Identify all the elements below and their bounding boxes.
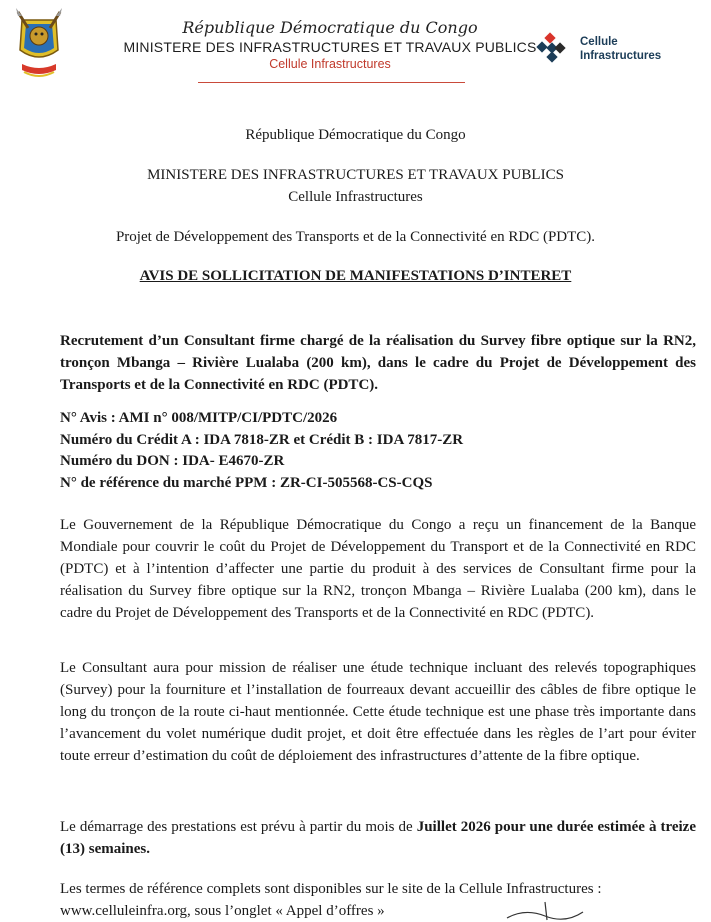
reference-block <box>60 408 463 494</box>
p3-bold: Juillet 2026 pour une durée estimée à treize (13) semaines. <box>60 819 696 857</box>
p3-start: Le démarrage des prestations est prévu à partir du mois de <box>60 819 417 835</box>
heading-ministry: MINISTERE DES INFRASTRUCTURES ET TRAVAUX PUBLICS <box>147 167 564 183</box>
ref-don: Numéro du DON : IDA- E4670-ZR <box>60 453 285 469</box>
letterhead <box>0 0 711 100</box>
body-paragraph-2: Le Consultant aura pour mission de réaliser une étude technique incluant des relevés topographiques (Survey) pour la fourniture et l’installation de fourreaux devant accueillir des câbles de fibre optique le long du tronçon de la route ci-haut mentionnée. Cette étude technique est une phase très importante dans l’avancement du volet numérique dudit projet, et doit être effectuée dans les règles de l’art pour éviter toute erreur d’estimation du coût de déploiement des infrastructures d’attente de la fibre optique. <box>60 660 696 764</box>
cellule-logo-text <box>580 35 661 63</box>
lead-paragraph: Recrutement d’un Consultant firme chargé de la réalisation du Survey fibre optique sur la RN2, tronçon Mbanga – Rivière Lualaba (200 km), dans le cadre du Projet de Développement des Transports et de la Connectivité en RDC (PDTC). <box>60 333 696 393</box>
body-paragraph-1: Le Gouvernement de la République Démocratique du Congo a reçu un financement de la Banque Mondiale pour couvrir le coût du Projet de Développement du Transport et de la Connectivité en RDC (PDTC) et à l’intention d’affecter une partie du produit à des services de Consultant firme pour la réalisation du Survey fibre optique sur la RN2, tronçon Mbanga – Rivière Lualaba (200 km), dans le cadre du Projet de Développement des Transports et de la Connectivité en RDC (PDTC). <box>60 517 696 621</box>
notice-title: AVIS DE SOLLICITATION DE MANIFESTATIONS D’INTERET <box>139 268 572 284</box>
p4-line1: Les termes de référence complets sont disponibles sur le site de la Cellule Infrastructures : <box>60 881 602 897</box>
letterhead-cellule: Cellule Infrastructures <box>269 57 391 71</box>
letterhead-text <box>110 18 550 71</box>
heading-unit: Cellule Infrastructures <box>288 189 423 205</box>
body-paragraph-3 <box>60 816 696 860</box>
body-paragraph-4 <box>60 878 696 922</box>
coat-of-arms-icon <box>14 6 64 84</box>
ref-avis: N° Avis : AMI n° 008/MITP/CI/PDTC/2026 <box>60 410 338 426</box>
signature-icon <box>505 898 585 922</box>
letterhead-underline <box>198 82 465 83</box>
heading-country: République Démocratique du Congo <box>245 127 466 143</box>
terms-link[interactable]: www.celluleinfra.org, sous l’onglet « Appel d’offres » <box>60 903 385 919</box>
ref-marche: N° de référence du marché PPM : ZR-CI-505568-CS-CQS <box>60 474 433 491</box>
letterhead-ministry: MINISTERE DES INFRASTRUCTURES ET TRAVAUX PUBLICS <box>123 39 537 55</box>
ref-credit: Numéro du Crédit A : IDA 7818-ZR et Crédit B : IDA 7817-ZR <box>60 431 464 448</box>
diamond-logo-icon <box>536 32 568 64</box>
logo-line2: Infrastructures <box>580 50 662 62</box>
logo-line1: Cellule <box>580 36 618 48</box>
letterhead-script-title: République Démocratique du Congo <box>182 18 478 37</box>
heading-project: Projet de Développement des Transports et de la Connectivité en RDC (PDTC). <box>115 229 596 245</box>
cellule-logo <box>536 32 696 72</box>
